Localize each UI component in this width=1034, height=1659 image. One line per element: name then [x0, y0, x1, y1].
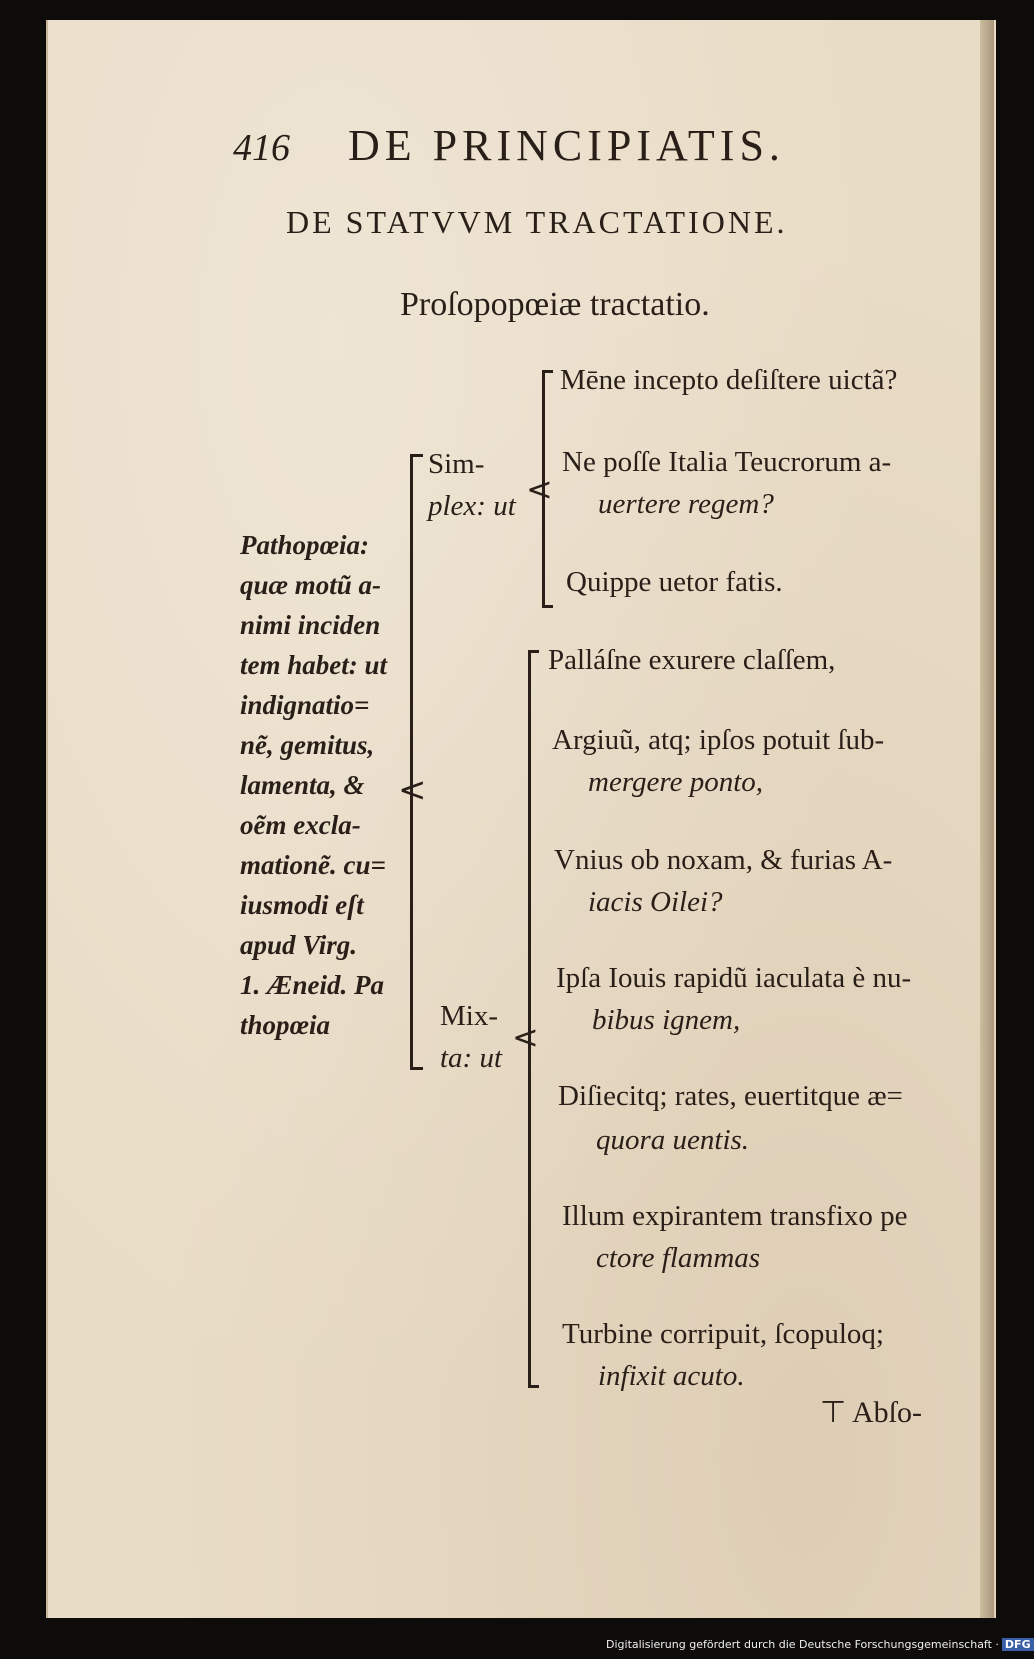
lead-line: lamenta, & — [240, 770, 365, 800]
lead-line: 1. Æneid. Pa — [240, 970, 384, 1000]
mixta-item: bibus ignem, — [592, 1004, 741, 1036]
branch-simplex-line2: plex: ut — [428, 490, 516, 522]
lead-line: apud Virg. — [240, 930, 358, 960]
mixta-item: mergere ponto, — [588, 766, 764, 798]
branch-mixta-line2: ta: ut — [440, 1042, 503, 1074]
catchword-text: Abſo- — [851, 1396, 922, 1429]
mixta-item: iacis Oilei? — [588, 886, 723, 918]
lead-line: iusmodi eſt — [240, 890, 364, 920]
mixta-item: quora uentis. — [596, 1124, 750, 1156]
mixta-item: Illum expirantem transfixo pe — [562, 1200, 908, 1232]
page-number: 416 — [233, 127, 290, 169]
footer-text: Digitalisierung gefördert durch die Deutsche Forschungsgemeinschaft · — [606, 1638, 999, 1651]
lead-line: nẽ, gemitus, — [240, 730, 375, 760]
simplex-item: Quippe uetor fatis. — [566, 566, 783, 598]
running-head: DE PRINCIPIATIS. — [348, 121, 785, 170]
mixta-item: Vnius ob noxam, & furias A- — [554, 844, 893, 876]
main-bracket — [410, 454, 423, 1070]
simplex-item: Mēne incepto deſiſtere uictã? — [560, 364, 898, 396]
mixta-item: infixit acuto. — [598, 1360, 745, 1392]
mixta-item: Turbine corripuit, ſcopuloq; — [562, 1318, 884, 1350]
simplex-bracket-point: < — [526, 470, 553, 508]
lead-line: Pathopœia: — [240, 530, 370, 560]
book-page — [46, 20, 996, 1618]
mixta-item: Diſiecitq; rates, euertitque æ= — [558, 1080, 903, 1112]
dfg-logo: DFG — [1002, 1638, 1034, 1651]
mixta-item: Ipſa Iouis rapidũ iaculata è nu- — [556, 962, 912, 994]
simplex-item: uertere regem? — [598, 488, 774, 520]
mixta-item: Palláſne exurere claſſem, — [548, 644, 836, 676]
lead-line: thopœia — [240, 1010, 331, 1040]
digitization-footer — [606, 1638, 1034, 1651]
lead-line: quæ motũ a- — [240, 570, 382, 600]
lead-line: mationẽ. cu= — [240, 850, 386, 880]
lead-line: nimi inciden — [240, 610, 381, 640]
main-bracket-point: < — [398, 770, 427, 810]
lead-line: oẽm excla- — [240, 810, 361, 840]
section-title: DE STATVVM TRACTATIONE. — [286, 204, 788, 240]
catchword — [820, 1395, 922, 1430]
subtitle: Proſopopœiæ tractatio. — [400, 286, 710, 323]
branch-mixta-line1: Mix- — [440, 1000, 498, 1032]
page-gutter — [980, 20, 994, 1618]
lead-line: indignatio= — [240, 690, 370, 720]
simplex-item: Ne poſſe Italia Teucrorum a- — [562, 446, 892, 478]
lead-line: tem habet: ut — [240, 650, 387, 680]
branch-simplex-line1: Sim- — [428, 448, 485, 480]
paragraph-mark-icon: ⊤ — [820, 1396, 852, 1429]
mixta-item: Argiuũ, atq; ipſos potuit ſub- — [552, 724, 885, 756]
mixta-bracket-point: < — [512, 1018, 539, 1056]
mixta-item: ctore flammas — [596, 1242, 761, 1274]
